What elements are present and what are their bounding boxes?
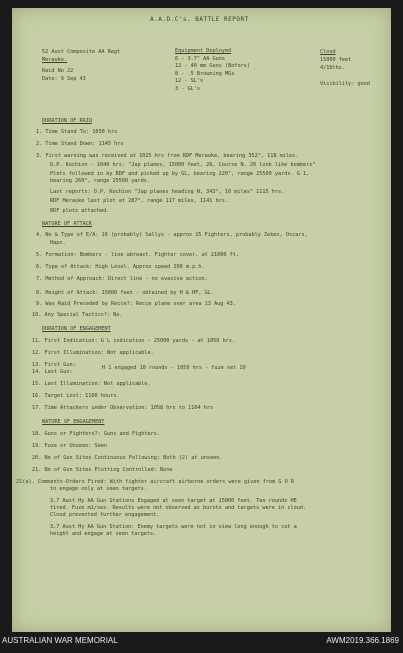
equipment-item: 6 - 3.7" AA Guns xyxy=(175,55,225,62)
archive-id: AWM2019.366.1869 xyxy=(326,636,399,645)
item-21a-line: to engage only at seen targets. xyxy=(50,486,147,492)
equipment-item: 8 - .5 Browning MGs xyxy=(175,70,235,77)
item-8: 8. Height of Attack: 15000 feet - obtained by H & HF, GL. xyxy=(36,290,215,296)
document-title: A.A.D.C's. BATTLE REPORT xyxy=(150,16,249,23)
item-4: 4. No & Type of E/A: 16 (probably) Sallys - approx 15 Fighters, probably Zekes, Oscars, xyxy=(36,232,308,238)
item-9: 9. Was Raid Preceded by Recce?: Recce plane over area 13 Aug 43. xyxy=(36,301,236,307)
item-21a-line: height and engage at seen targets. xyxy=(50,531,157,537)
cloud-cover: 4/10ths. xyxy=(320,65,345,71)
equipment-item: 12 - 40 mm Guns (Bofors) xyxy=(175,63,250,69)
cloud-heading: Cloud xyxy=(320,49,336,55)
item-20: 20. No of Gun Sites Continuous Following: Both (2) at unseen. xyxy=(32,455,223,461)
item-13: 13. First Gun: xyxy=(32,362,76,368)
section-nature-engagement: NATURE OF ENGAGEMENT xyxy=(42,419,105,425)
cloud-height: 15000 feet xyxy=(320,57,352,63)
archive-caption: AUSTRALIAN WAR MEMORIAL xyxy=(2,636,118,645)
item-21a-line: fired. Fuze m1/ses. Results were not observed as bursts and targets were in cloud. xyxy=(50,505,307,511)
unit-header xyxy=(42,48,120,83)
item-3-line: RDF plots attached. xyxy=(50,208,110,214)
item-17: 17. Time Attackers under Observation: 1058 hrs to 1104 hrs xyxy=(32,405,214,411)
visibility: Visibility: good xyxy=(320,81,370,87)
item-12: 12. First Illumination: Not applicable. xyxy=(32,350,154,356)
item-21a-line: 3.7 Aust Hy AA Gun Stations Engaged at seen target at 15000 feet. Ten rounds HE xyxy=(50,498,297,504)
item-21a: 21(a). Comments-Orders Fired: With fighter aircraft airborne orders were given from G O R xyxy=(16,479,294,485)
cloud-header xyxy=(320,48,370,88)
equipment-heading: Equipment Deployed xyxy=(175,48,232,54)
item-19: 19. Fuze or Unseen: Seen xyxy=(32,443,107,449)
item-3: 3. First warning was received at 1025 hrs from RDF Merauke, bearing 352°, 118 miles. xyxy=(36,153,299,159)
item-21a-line: 3.7 Aust Hy AA Gun Station: Enemy targets were not in view long enough to cut a xyxy=(50,524,297,530)
item-13-14-value: H 1 engaged 10 rounds - 1059 hrs - fuze set 19 xyxy=(102,365,246,371)
spacer xyxy=(320,72,370,80)
item-4-line: Haps. xyxy=(50,240,66,246)
item-3-line: RDF Merauke last plot at 287°, range 117 miles, 1141 hrs. xyxy=(50,198,229,204)
equipment-header xyxy=(175,48,250,93)
unit-name: 52 Aust Composite AA Regt xyxy=(42,49,121,55)
location: Merauke. xyxy=(42,57,67,63)
item-10: 10. Any Special Tactics?: No. xyxy=(32,312,123,318)
section-engagement: DURATION OF ENGAGEMENT xyxy=(42,326,111,332)
equipment-item: 3 - GL's xyxy=(175,85,200,92)
equipment-item: 12 - SL's xyxy=(175,78,204,84)
item-21a-line: Cloud prevented further engagement. xyxy=(50,512,160,518)
item-2: 2. Time Stand Down: 1145 hrs xyxy=(36,141,124,147)
item-16: 16. Target Lost: 1100 hours. xyxy=(32,393,120,399)
item-15: 15. Last Illumination: Not applicable. xyxy=(32,381,151,387)
item-1: 1. Time Stand To: 1030 hrs xyxy=(36,129,118,135)
section-nature: NATURE OF ATTACK xyxy=(42,221,92,227)
item-21: 21. No of Gun Sites Plotting Controlled: None xyxy=(32,467,173,473)
item-5: 5. Formation: Bombers - line abreast. Fighter cover, at 21000 ft. xyxy=(36,252,240,258)
item-3-line: Last reports: O.P. Kochion "Jap planes heading N, 343°, 16 miles" 1115 hrs. xyxy=(50,189,285,195)
item-18: 18. Guns or Fighters?: Guns and Fighters. xyxy=(32,431,161,437)
item-7: 7. Method of Approach: Direct line - no evasive action. xyxy=(36,276,208,282)
document-page xyxy=(12,8,391,632)
item-6: 6. Type of Attack: High Level. Approx speed 200 m.p.h. xyxy=(36,264,205,270)
item-3-line: Plots followed in by RDF and picked up by GL, bearing 220°, range 25500 yards. G 1, xyxy=(50,171,310,177)
raid-number: Raid No 22 xyxy=(42,68,74,74)
item-14: 14. Last Gun: xyxy=(32,369,73,375)
item-3-line: bearing 260°, range 25500 yards. xyxy=(50,178,150,184)
item-11: 11. First Indication: G L indication - 25000 yards - at 1050 hrs. xyxy=(32,338,236,344)
section-duration: DURATION OF RAID xyxy=(42,118,92,124)
item-3-line: O.P. Kochion - 1040 hrs: "Jap planes, 15000 feet, 26, Course N. 20 look like bombers" xyxy=(50,162,316,168)
raid-date: Date: 9 Sep 43 xyxy=(42,76,86,82)
